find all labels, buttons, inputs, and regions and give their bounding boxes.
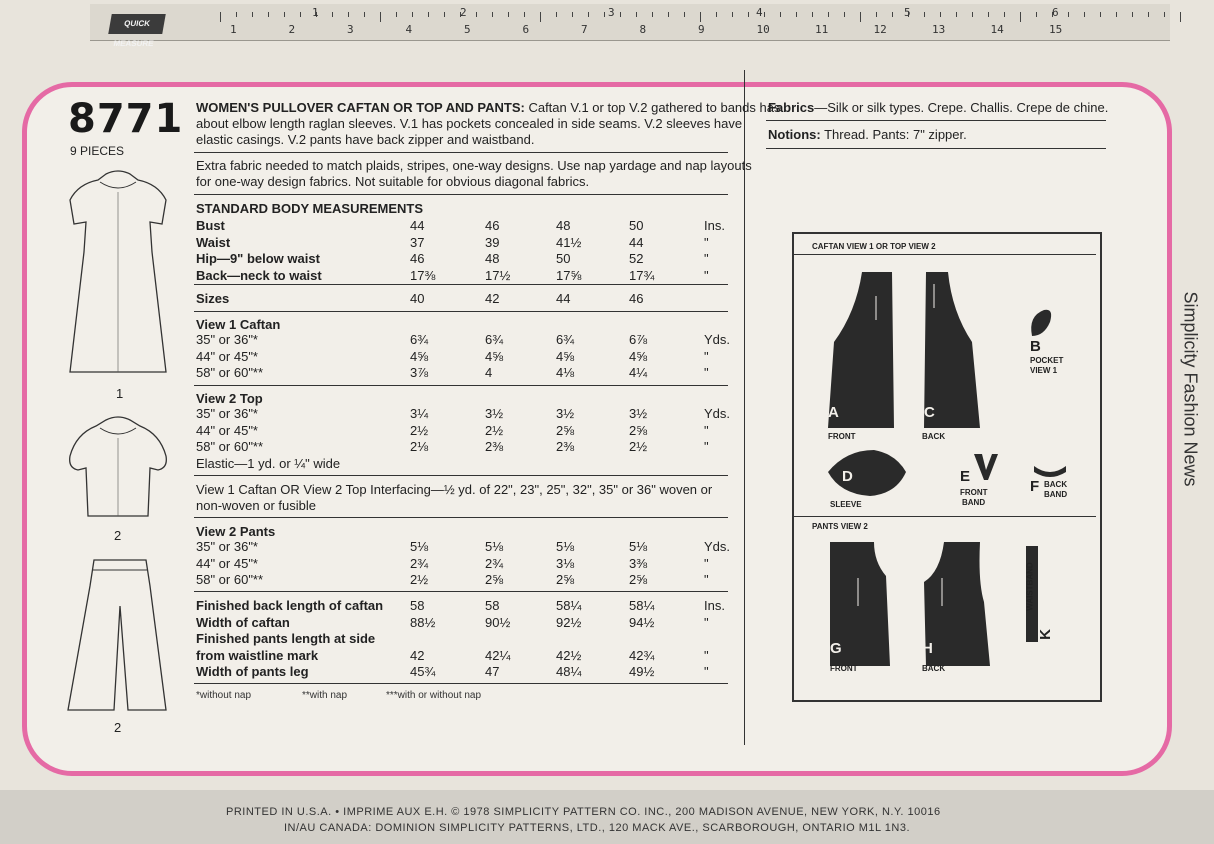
row-label: 58" or 60"** bbox=[196, 365, 264, 380]
rule bbox=[194, 311, 728, 312]
piece-e-name: FRONT bbox=[960, 488, 988, 497]
row-value: 2½ bbox=[485, 422, 504, 438]
row-value: 2½ bbox=[410, 572, 429, 587]
footnote-without-nap: *without nap bbox=[196, 690, 252, 701]
row-value: 2½ bbox=[629, 439, 648, 454]
ruler-inch-label: 2 bbox=[460, 6, 467, 19]
ruler-tick bbox=[1084, 12, 1085, 17]
row-value: 2⅝ bbox=[556, 422, 575, 438]
row-label: Bust bbox=[196, 218, 225, 233]
rule bbox=[194, 683, 728, 684]
size-value: 42 bbox=[485, 291, 500, 306]
piece-e-shape bbox=[972, 452, 1000, 482]
table-row bbox=[196, 332, 736, 348]
rule bbox=[766, 120, 1106, 121]
ruler-tick bbox=[620, 12, 621, 17]
ruler-tick bbox=[1164, 12, 1165, 17]
row-unit: " bbox=[704, 572, 709, 587]
ruler-tick bbox=[492, 12, 493, 17]
table-row bbox=[196, 556, 736, 572]
ruler-inch-label: 3 bbox=[608, 6, 615, 19]
row-value: 4⅝ bbox=[410, 348, 429, 364]
row-unit: Yds. bbox=[704, 332, 731, 347]
row-value: 50 bbox=[629, 218, 644, 233]
ruler-tick bbox=[284, 12, 285, 17]
ruler-tick bbox=[636, 12, 637, 17]
row-value: 6¾ bbox=[556, 332, 575, 347]
table-row bbox=[196, 218, 736, 234]
footnote-with-or-without-nap: ***with or without nap bbox=[386, 690, 482, 701]
row-unit: " bbox=[704, 365, 709, 380]
row-unit: Yds. bbox=[704, 406, 731, 421]
row-value: 90½ bbox=[485, 614, 511, 630]
row-value: 6¾ bbox=[410, 332, 429, 347]
piece-f-name-2: BAND bbox=[1044, 490, 1068, 499]
row-value: 88½ bbox=[410, 614, 436, 630]
row-value: 2⅜ bbox=[556, 439, 575, 454]
row-value: 2⅜ bbox=[485, 439, 504, 454]
description-title: WOMEN'S PULLOVER CAFTAN OR TOP AND PANTS: bbox=[196, 100, 525, 115]
rule bbox=[194, 152, 728, 153]
pants-illustration bbox=[66, 556, 170, 716]
interfacing-line-2: non-woven or fusible bbox=[196, 498, 316, 513]
pants-heading: View 2 Pants bbox=[196, 524, 276, 539]
caftan-heading: View 1 Caftan bbox=[196, 317, 281, 332]
ruler-cm-label: 8 bbox=[639, 23, 647, 36]
row-value: 17⅝ bbox=[556, 267, 582, 283]
ruler-tick bbox=[844, 12, 845, 17]
ruler-tick bbox=[1004, 12, 1005, 17]
footer-line-2: IN/AU CANADA: DOMINION SIMPLICITY PATTERNS, LTD., 120 MACK AVE., SCARBOROUGH, ONTARIO M1L 1N3. bbox=[284, 822, 911, 834]
row-value: 2¾ bbox=[410, 555, 429, 571]
rule bbox=[766, 148, 1106, 149]
table-row bbox=[196, 648, 736, 664]
table-row bbox=[196, 251, 736, 267]
caftan-illustration bbox=[66, 166, 170, 376]
row-value: 3½ bbox=[485, 406, 504, 421]
ruler-tick bbox=[956, 12, 957, 17]
row-label: 58" or 60"** bbox=[196, 572, 264, 587]
ruler-cm-label: 13 bbox=[932, 23, 946, 36]
ruler-inch-label: 6 bbox=[1052, 6, 1059, 19]
piece-count: 9 PIECES bbox=[70, 144, 125, 158]
row-value: 42¾ bbox=[629, 647, 655, 663]
row-value: 2½ bbox=[410, 422, 429, 438]
notions-label: Notions: bbox=[768, 127, 821, 142]
row-value: 5⅛ bbox=[485, 539, 504, 554]
row-unit: " bbox=[704, 555, 709, 571]
ruler-tick bbox=[876, 12, 877, 17]
piece-a-name: FRONT bbox=[828, 432, 856, 441]
fabrics-text: —Silk or silk types. Crepe. Challis. Crepe de chine. bbox=[814, 100, 1109, 115]
row-value: 41½ bbox=[556, 234, 582, 250]
row-value: 17½ bbox=[485, 267, 511, 283]
ruler-tick bbox=[300, 12, 301, 17]
ruler-inch-label: 4 bbox=[756, 6, 763, 19]
row-unit: " bbox=[704, 614, 709, 630]
row-unit: " bbox=[704, 267, 709, 283]
row-value: 6¾ bbox=[485, 332, 504, 347]
ruler-tick bbox=[828, 12, 829, 17]
table-row bbox=[196, 572, 736, 588]
row-value: 39 bbox=[485, 234, 500, 250]
table-row bbox=[196, 615, 736, 631]
piece-b-name-2: VIEW 1 bbox=[1030, 366, 1058, 375]
table-row bbox=[196, 268, 736, 284]
row-value: 52 bbox=[629, 251, 644, 266]
measurements-heading: STANDARD BODY MEASUREMENTS bbox=[196, 201, 424, 216]
piece-c-name: BACK bbox=[922, 432, 946, 441]
row-value: 3⅞ bbox=[410, 365, 429, 380]
row-value: 4 bbox=[485, 365, 493, 380]
row-value: 3¼ bbox=[410, 406, 429, 421]
view2-top-label: 2 bbox=[114, 528, 122, 543]
row-label: 44" or 45"* bbox=[196, 555, 258, 571]
description-line-2: about elbow length raglan sleeves. V.1 has pockets concealed in side seams. V.2 sleeves have bbox=[196, 116, 743, 131]
ruler-tick bbox=[476, 12, 477, 17]
table-row bbox=[196, 423, 736, 439]
ruler-tick bbox=[508, 12, 509, 17]
elastic-note: Elastic—1 yd. or ¼" wide bbox=[196, 456, 341, 471]
row-value: 37 bbox=[410, 234, 425, 250]
row-value: 49½ bbox=[629, 664, 655, 679]
ruler-tick bbox=[924, 12, 925, 17]
table-row bbox=[196, 349, 736, 365]
ruler-inch-label: 5 bbox=[904, 6, 911, 19]
description-line-1 bbox=[196, 100, 780, 116]
size-value: 46 bbox=[629, 291, 644, 306]
row-value: 48 bbox=[485, 251, 500, 266]
row-unit: " bbox=[704, 664, 709, 679]
piece-e-letter: E bbox=[960, 468, 971, 485]
ruler-cm-label: 12 bbox=[873, 23, 887, 36]
row-value: 92½ bbox=[556, 614, 582, 630]
piece-g-letter: G bbox=[830, 640, 842, 657]
piece-a-letter: A bbox=[828, 404, 839, 421]
rule bbox=[194, 385, 728, 386]
row-value: 42¼ bbox=[485, 647, 511, 663]
ruler-tick bbox=[268, 12, 269, 17]
row-value: 17⅜ bbox=[410, 267, 436, 283]
ruler-cm-label: 2 bbox=[288, 23, 296, 36]
row-value: 42½ bbox=[556, 647, 582, 663]
row-value: 5⅛ bbox=[410, 539, 429, 554]
row-label: Hip—9" below waist bbox=[196, 251, 320, 266]
size-value: 40 bbox=[410, 291, 425, 306]
piece-d-shape bbox=[826, 448, 908, 498]
ruler-tick bbox=[972, 12, 973, 17]
row-value: 94½ bbox=[629, 614, 655, 630]
notions-line bbox=[768, 127, 967, 143]
row-value: 46 bbox=[485, 218, 500, 233]
ruler-tick bbox=[588, 12, 589, 17]
ruler-cm-label: 4 bbox=[405, 23, 413, 36]
view1-label: 1 bbox=[116, 386, 124, 401]
ruler-tick bbox=[1148, 12, 1149, 17]
ruler-tick bbox=[748, 12, 749, 17]
pattern-pieces-diagram bbox=[792, 232, 1102, 702]
row-value: 3⅛ bbox=[556, 555, 575, 571]
row-value: 58¼ bbox=[556, 598, 582, 613]
ruler-inch-label: 1 bbox=[312, 6, 319, 19]
row-label: Back—neck to waist bbox=[196, 267, 322, 283]
row-label: Width of caftan bbox=[196, 614, 290, 630]
ruler-tick bbox=[1116, 12, 1117, 17]
ruler-tick bbox=[1132, 12, 1133, 17]
ruler-tick bbox=[604, 12, 605, 17]
row-value: 6⅞ bbox=[629, 332, 648, 347]
sizes-table-row bbox=[196, 291, 736, 307]
ruler-tick bbox=[412, 12, 413, 17]
footer-line-1: PRINTED IN U.S.A. • IMPRIME AUX E.H. © 1978 SIMPLICITY PATTERN CO. INC., 200 MADISON AVENUE, NEW YORK, N.Y. 10016 bbox=[226, 806, 941, 818]
piece-c-letter: C bbox=[924, 404, 935, 421]
row-label: Finished back length of caftan bbox=[196, 598, 384, 613]
rule bbox=[194, 591, 728, 592]
row-unit: " bbox=[704, 234, 709, 250]
row-unit: Yds. bbox=[704, 539, 731, 554]
row-value: 2¾ bbox=[485, 555, 504, 571]
row-value: 44 bbox=[410, 218, 425, 233]
row-value: 4⅝ bbox=[556, 348, 575, 364]
row-unit: " bbox=[704, 251, 709, 266]
ruler-tick bbox=[860, 12, 861, 22]
measure-ruler bbox=[90, 4, 1170, 48]
ruler-tick bbox=[364, 12, 365, 17]
ruler-cm-label: 1 bbox=[230, 23, 237, 36]
row-value: 3½ bbox=[556, 406, 575, 421]
row-unit: " bbox=[704, 422, 709, 438]
table-row bbox=[196, 631, 736, 647]
ruler-tick bbox=[1020, 12, 1021, 22]
ruler-tick bbox=[540, 12, 541, 22]
row-label: 44" or 45"* bbox=[196, 422, 258, 438]
row-value: 47 bbox=[485, 664, 500, 679]
ruler-tick bbox=[796, 12, 797, 17]
ruler-tick bbox=[332, 12, 333, 17]
ruler-tick bbox=[1068, 12, 1069, 17]
quick-measure-badge: QUICK MEASURE bbox=[108, 14, 166, 34]
piece-k-name: WAISTBAND bbox=[1025, 562, 1035, 611]
ruler-tick bbox=[1180, 12, 1181, 22]
footer-band bbox=[0, 790, 1214, 844]
row-label: 35" or 36"* bbox=[196, 539, 258, 554]
row-value: 5⅛ bbox=[556, 539, 575, 554]
top-heading: View 2 Top bbox=[196, 391, 263, 406]
row-label: 35" or 36"* bbox=[196, 406, 258, 421]
ruler-tick bbox=[780, 12, 781, 17]
view2-pants-label: 2 bbox=[114, 720, 122, 735]
row-value: 3½ bbox=[629, 406, 648, 421]
table-row bbox=[196, 406, 736, 422]
interfacing-line-1: View 1 Caftan OR View 2 Top Interfacing—½ yd. of 22", 23", 25", 32", 35" or 36" woven or bbox=[196, 482, 713, 497]
row-unit: " bbox=[704, 439, 709, 454]
row-value: 46 bbox=[410, 251, 425, 266]
ruler-cm-label: 5 bbox=[464, 23, 471, 36]
ruler-tick bbox=[348, 12, 349, 17]
ruler-tick bbox=[220, 12, 221, 22]
row-value: 17¾ bbox=[629, 267, 655, 283]
piece-d-name: SLEEVE bbox=[830, 500, 862, 509]
pattern-number: 8771 bbox=[68, 96, 184, 142]
ruler-tick bbox=[396, 12, 397, 17]
ruler-cm-label: 10 bbox=[756, 23, 770, 36]
ruler-tick bbox=[812, 12, 813, 17]
table-row bbox=[196, 235, 736, 251]
rule bbox=[194, 475, 728, 476]
piece-b-shape bbox=[1028, 308, 1054, 338]
ruler-tick bbox=[572, 12, 573, 17]
ruler-cm-label: 6 bbox=[522, 23, 530, 36]
ruler-tick bbox=[732, 12, 733, 17]
pants-diagram-title: PANTS VIEW 2 bbox=[812, 522, 868, 531]
table-row bbox=[196, 365, 736, 381]
table-row bbox=[196, 539, 736, 555]
rule bbox=[194, 284, 728, 285]
row-label: Finished pants length at side bbox=[196, 631, 376, 646]
ruler-cm-label: 11 bbox=[815, 23, 829, 36]
row-unit: Ins. bbox=[704, 598, 725, 613]
ruler-tick bbox=[892, 12, 893, 17]
piece-f-letter: F bbox=[1030, 478, 1040, 495]
notions-text: Thread. Pants: 7" zipper. bbox=[820, 127, 967, 142]
row-value: 5⅛ bbox=[629, 539, 648, 554]
row-label: from waistline mark bbox=[196, 647, 319, 663]
row-value: 45¾ bbox=[410, 664, 436, 679]
rule bbox=[194, 517, 728, 518]
piece-b-name: POCKET bbox=[1030, 356, 1064, 365]
ruler-cm-label: 9 bbox=[698, 23, 705, 36]
ruler-tick bbox=[652, 12, 653, 17]
ruler-tick bbox=[444, 12, 445, 17]
row-value: 4⅝ bbox=[629, 348, 648, 364]
row-value: 48 bbox=[556, 218, 571, 233]
ruler-tick bbox=[252, 12, 253, 17]
row-value: 3⅜ bbox=[629, 555, 648, 571]
row-value: 2⅝ bbox=[629, 572, 648, 587]
description-text-1: Caftan V.1 or top V.2 gathered to bands has bbox=[528, 100, 781, 115]
table-row bbox=[196, 664, 736, 680]
row-value: 4⅝ bbox=[485, 348, 504, 364]
ruler-tick bbox=[716, 12, 717, 17]
note-line-2: for one-way design fabrics. Not suitable for obvious diagonal fabrics. bbox=[196, 174, 590, 189]
table-row bbox=[196, 439, 736, 455]
ruler-tick bbox=[988, 12, 989, 17]
description-line-3: elastic casings. V.2 pants have back zipper and waistband. bbox=[196, 132, 535, 147]
caftan-diagram-title: CAFTAN VIEW 1 OR TOP VIEW 2 bbox=[812, 242, 936, 251]
ruler-cm-label: 14 bbox=[990, 23, 1004, 36]
row-unit: " bbox=[704, 348, 709, 364]
ruler-tick bbox=[940, 12, 941, 17]
ruler-tick bbox=[668, 12, 669, 17]
brand-vertical bbox=[1170, 291, 1210, 566]
row-value: 58 bbox=[410, 598, 425, 613]
row-value: 42 bbox=[410, 647, 425, 663]
row-value: 2⅝ bbox=[629, 422, 648, 438]
row-label: 35" or 36"* bbox=[196, 332, 258, 347]
sizes-label: Sizes bbox=[196, 291, 230, 306]
ruler-cm-label: 3 bbox=[347, 23, 354, 36]
size-value: 44 bbox=[556, 291, 571, 306]
row-label: 58" or 60"** bbox=[196, 439, 264, 454]
piece-h-name: BACK bbox=[922, 664, 946, 673]
table-row bbox=[196, 598, 736, 614]
note-line-1: Extra fabric needed to match plaids, stripes, one-way designs. Use nap yardage and nap layouts bbox=[196, 158, 752, 173]
piece-g-name: FRONT bbox=[830, 664, 858, 673]
ruler-cm-label: 15 bbox=[1049, 23, 1063, 36]
row-value: 50 bbox=[556, 251, 571, 266]
row-value: 2⅝ bbox=[485, 572, 504, 587]
fabrics-line bbox=[768, 100, 1108, 116]
row-value: 44 bbox=[629, 234, 644, 250]
ruler-tick bbox=[380, 12, 381, 22]
row-unit: Ins. bbox=[704, 218, 725, 233]
piece-e-name-2: BAND bbox=[962, 498, 986, 507]
ruler-tick bbox=[1100, 12, 1101, 17]
row-label: 44" or 45"* bbox=[196, 348, 258, 364]
brand-text: Simplicity Fashion News bbox=[1180, 291, 1201, 487]
row-unit: " bbox=[704, 647, 709, 663]
ruler-tick bbox=[700, 12, 701, 22]
fabrics-label: Fabrics bbox=[768, 100, 815, 115]
ruler-tick bbox=[524, 12, 525, 17]
ruler-tick bbox=[684, 12, 685, 17]
row-label: Waist bbox=[196, 234, 231, 250]
ruler-tick bbox=[556, 12, 557, 17]
row-value: 48¼ bbox=[556, 664, 582, 679]
piece-h-letter: H bbox=[922, 640, 933, 657]
row-value: 2⅛ bbox=[410, 439, 429, 454]
ruler-tick bbox=[1036, 12, 1037, 17]
row-value: 4⅛ bbox=[556, 365, 575, 380]
row-value: 58 bbox=[485, 598, 500, 613]
row-value: 58¼ bbox=[629, 598, 655, 613]
footnote-with-nap: **with nap bbox=[302, 690, 348, 701]
piece-d-letter: D bbox=[842, 468, 853, 485]
piece-b-letter: B bbox=[1030, 338, 1041, 355]
ruler-tick bbox=[236, 12, 237, 17]
rule bbox=[194, 194, 728, 195]
ruler-tick bbox=[764, 12, 765, 17]
row-label: Width of pants leg bbox=[196, 664, 309, 679]
row-value: 4¼ bbox=[629, 365, 648, 380]
piece-k-letter: K bbox=[1036, 629, 1054, 640]
ruler-tick bbox=[428, 12, 429, 17]
top-illustration bbox=[66, 412, 170, 522]
ruler-cm-label: 7 bbox=[581, 23, 588, 36]
row-value: 2⅝ bbox=[556, 572, 575, 587]
piece-f-name: BACK bbox=[1044, 480, 1068, 489]
